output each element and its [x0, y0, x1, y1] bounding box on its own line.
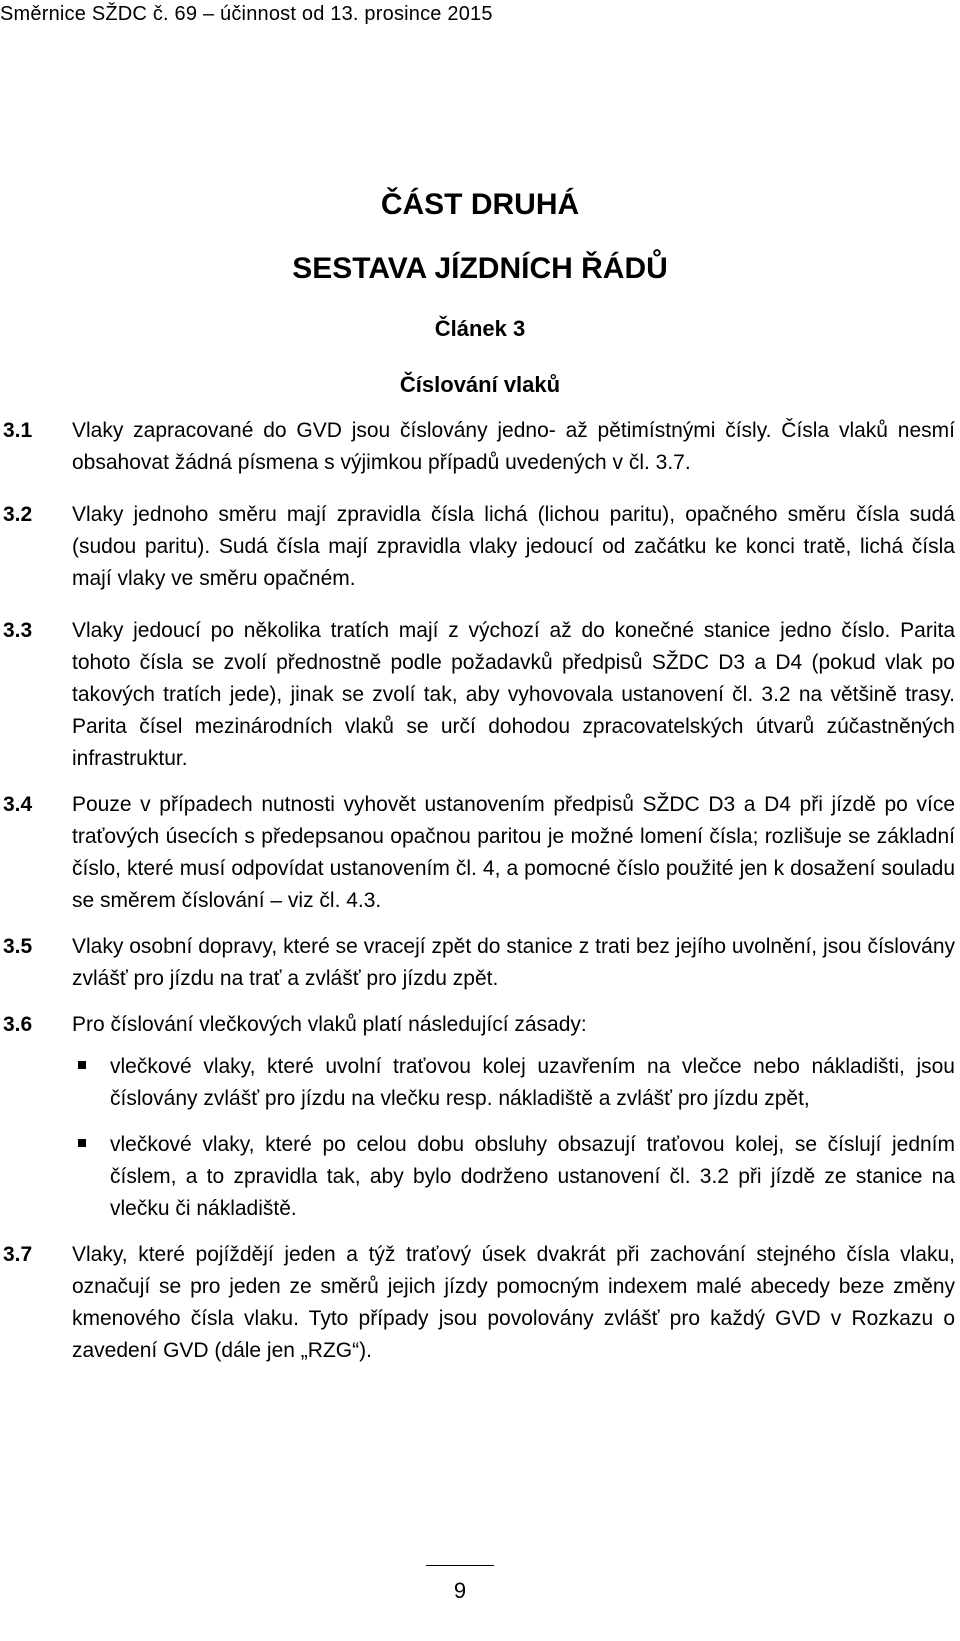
paragraph-text: Pro číslování vlečkových vlaků platí následující zásady: [72, 1013, 587, 1036]
document-header: Směrnice SŽDC č. 69 – účinnost od 13. prosince 2015 [0, 3, 493, 25]
paragraph-3-3 [0, 615, 955, 775]
paragraph-3-1 [0, 415, 955, 479]
paragraph-number: 3.6 [3, 1013, 33, 1036]
list-item [72, 1129, 955, 1225]
paragraph-text: Vlaky, které pojíždějí jeden a týž traťový úsek dvakrát při zachování stejného čísla vlaku, označují se pro jeden ze směrů jejich jízdy pomocným indexem malé abecedy beze změny kmenového čísla vlaku. Tyto případy jsou povolovány zvlášť pro každý GVD v Rozkazu o zavedení GVD (dále jen „RZG“). [72, 1243, 955, 1362]
document-body [0, 415, 955, 1367]
paragraph-text: Pouze v případech nutnosti vyhovět ustanovením předpisů SŽDC D3 a D4 při jízdě po více traťových úsecích s předepsanou opačnou paritou je možné lomení čísla; rozlišuje se základní číslo, které musí odpovídat ustanovením čl. 4, a pomocné číslo použité jen k dosažení souladu se směrem číslování – viz čl. 4.3. [72, 793, 955, 912]
paragraph-text: Vlaky osobní dopravy, které se vracejí zpět do stanice z trati bez jejího uvolnění, jsou číslovány zvlášť pro jízdu na trať a zvlášť pro jízdu zpět. [72, 935, 955, 990]
paragraph-text: Vlaky jednoho směru mají zpravidla čísla lichá (lichou paritu), opačného směru čísla sudá (sudou paritu). Sudá čísla mají zpravidla vlaky jedoucí od začátku ke konci tratě, lichá čísla mají vlaky ve směru opačném. [72, 503, 955, 590]
paragraph-text: Vlaky jedoucí po několika tratích mají z výchozí až do konečné stanice jedno číslo. Parita tohoto čísla se zvolí přednostně podle požadavků předpisů SŽDC D3 a D4 (pokud vlak po takových tratích jede), jinak se zvolí tak, aby vyhovovala ustanovení čl. 3.2 na většině trasy. Parita čísel mezinárodních vlaků se určí dohodou zpracovatelských útvarů zúčastněných infrastruktur. [72, 619, 955, 770]
paragraph-3-6 [0, 1009, 955, 1239]
paragraph-text: Vlaky zapracované do GVD jsou číslovány jedno- až pětimístnými čísly. Čísla vlaků nesmí obsahovat žádná písmena s výjimkou případů uvedených v čl. 3.7. [72, 419, 955, 474]
paragraph-number: 3.2 [3, 503, 33, 526]
paragraph-3-2 [0, 499, 955, 595]
paragraph-3-4 [0, 789, 955, 917]
list-item-text: vlečkové vlaky, které uvolní traťovou kolej uzavřením na vlečce nebo nákladišti, jsou číslovány zvlášť pro jízdu na vlečku resp. nákladiště a zvlášť pro jízdu zpět, [110, 1055, 955, 1110]
paragraph-number: 3.3 [3, 619, 33, 642]
square-bullet-icon [72, 1051, 110, 1115]
list-item [72, 1051, 955, 1115]
article-title: Článek 3 [434, 316, 526, 341]
bullet-list [72, 1051, 955, 1225]
paragraph-number: 3.7 [3, 1243, 33, 1266]
section-title: SESTAVA JÍZDNÍCH ŘÁDŮ [292, 252, 668, 285]
paragraph-3-7 [0, 1239, 955, 1367]
part-title: ČÁST DRUHÁ [380, 188, 580, 221]
list-item-text: vlečkové vlaky, které po celou dobu obsluhy obsazují traťovou kolej, se číslují jedním číslem, a to zpravidla tak, aby bylo dodrženo ustanovení čl. 3.2 při jízdě ze stanice na vlečku či nákladiště. [110, 1133, 955, 1220]
page-number: 9 [453, 1578, 467, 1603]
topic-title: Číslování vlaků [399, 372, 561, 397]
footer-rule [426, 1565, 494, 1566]
paragraph-number: 3.5 [3, 935, 33, 958]
paragraph-3-5 [0, 931, 955, 995]
paragraph-number: 3.1 [3, 419, 33, 442]
square-bullet-icon [72, 1129, 110, 1225]
paragraph-number: 3.4 [3, 793, 33, 816]
